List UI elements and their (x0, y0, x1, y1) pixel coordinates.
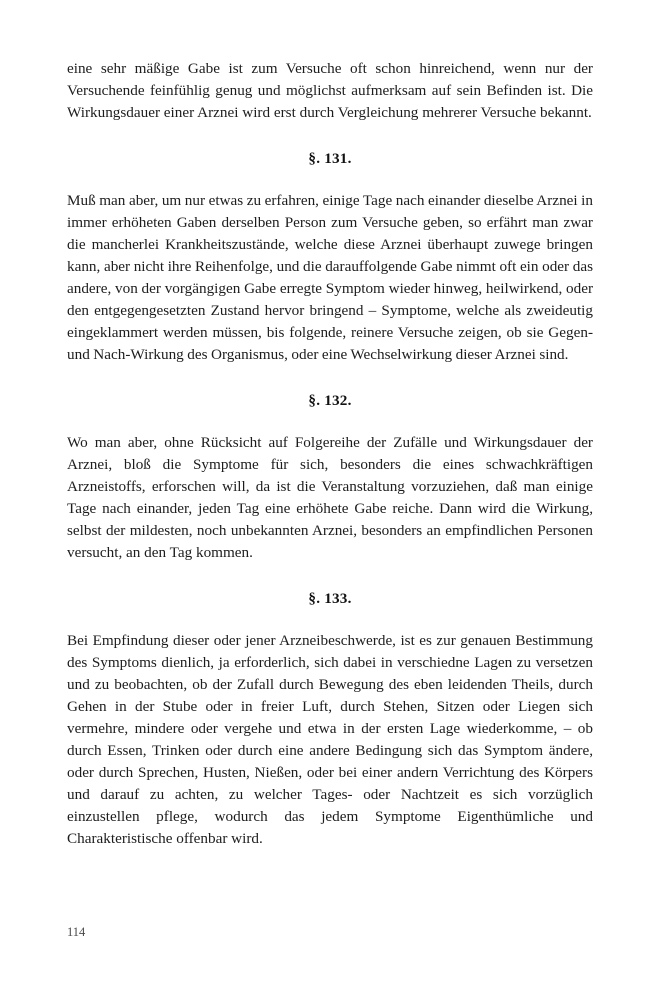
spacer (67, 366, 593, 390)
spacer (67, 170, 593, 190)
spacer (67, 124, 593, 148)
spacer (67, 412, 593, 432)
section-paragraph-131: Muß man aber, um nur etwas zu erfahren, einige Tage nach einander dieselbe Arznei in immer erhöheten Gaben derselben Person zum Versuche geben, so erfährt man zwar die mancherlei Krankheitszustände, welche diese Arznei überhaupt zuwege bringen kann, aber nicht ihre Reihenfolge, und die darauffolgende Gabe nimmt oft ein oder das andere, von der vorgängigen Gabe erregte Symptom wieder hinweg, heilwirkend, oder den entgegengesetzten Zustand hervor bringend – Symptome, welche als zweideutig eingeklammert werden müssen, bis folgende, reinere Versuche zeigen, ob sie Gegen- und Nach-Wirkung des Organismus, oder eine Wechselwirkung dieser Arznei sind. (67, 192, 593, 363)
paragraph-continued-intro: eine sehr mäßige Gabe ist zum Versuche oft schon hinreichend, wenn nur der Versuchende feinfühlig genug und möglichst aufmerksam auf sein Befinden ist. Die Wirkungsdauer einer Arznei wird erst durch Vergleichung mehrerer Versuche bekannt. (67, 60, 593, 121)
page-number: 114 (67, 925, 86, 939)
section-heading-131: §. 131. (308, 150, 352, 167)
section-heading-133: §. 133. (308, 590, 352, 607)
section-paragraph-133: Bei Empfindung dieser oder jener Arzneibeschwerde, ist es zur genauen Bestimmung des Symptoms dienlich, ja erforderlich, sich dabei in verschiedne Lagen zu versetzen und zu beobachten, ob der Zufall durch Bewegung des eben leidenden Theils, durch Gehen in der Stube oder in freier Luft, durch Stehen, Sitzen oder Liegen sich vermehre, mindere oder vergehe und etwa in der ersten Lage wiederkomme, – ob durch Essen, Trinken oder durch eine andere Bedingung sich das Symptom ändere, oder durch Sprechen, Husten, Nießen, oder bei einer andern Verrichtung des Körpers und darauf zu achten, zu welcher Tages- oder Nachtzeit es sich vorzüglich einzustellen pflege, wodurch das jedem Symptome Eigenthümliche und Charakteristische offenbar wird. (67, 632, 593, 847)
spacer (67, 610, 593, 630)
spacer (67, 564, 593, 588)
section-paragraph-132: Wo man aber, ohne Rücksicht auf Folgereihe der Zufälle und Wirkungsdauer der Arznei, bloß die Symptome für sich, besonders die eines schwachkräftigen Arzneistoffs, erforschen will, da ist die Veranstaltung vorzuziehen, daß man einige Tage nach einander, jeden Tag eine erhöhete Gabe reiche. Dann wird die Wirkung, selbst der mildesten, noch unbekannten Arznei, besonders an empfindlichen Personen versucht, an den Tag kommen. (67, 434, 593, 561)
page-text-block (67, 58, 593, 850)
section-heading-132: §. 132. (308, 392, 352, 409)
